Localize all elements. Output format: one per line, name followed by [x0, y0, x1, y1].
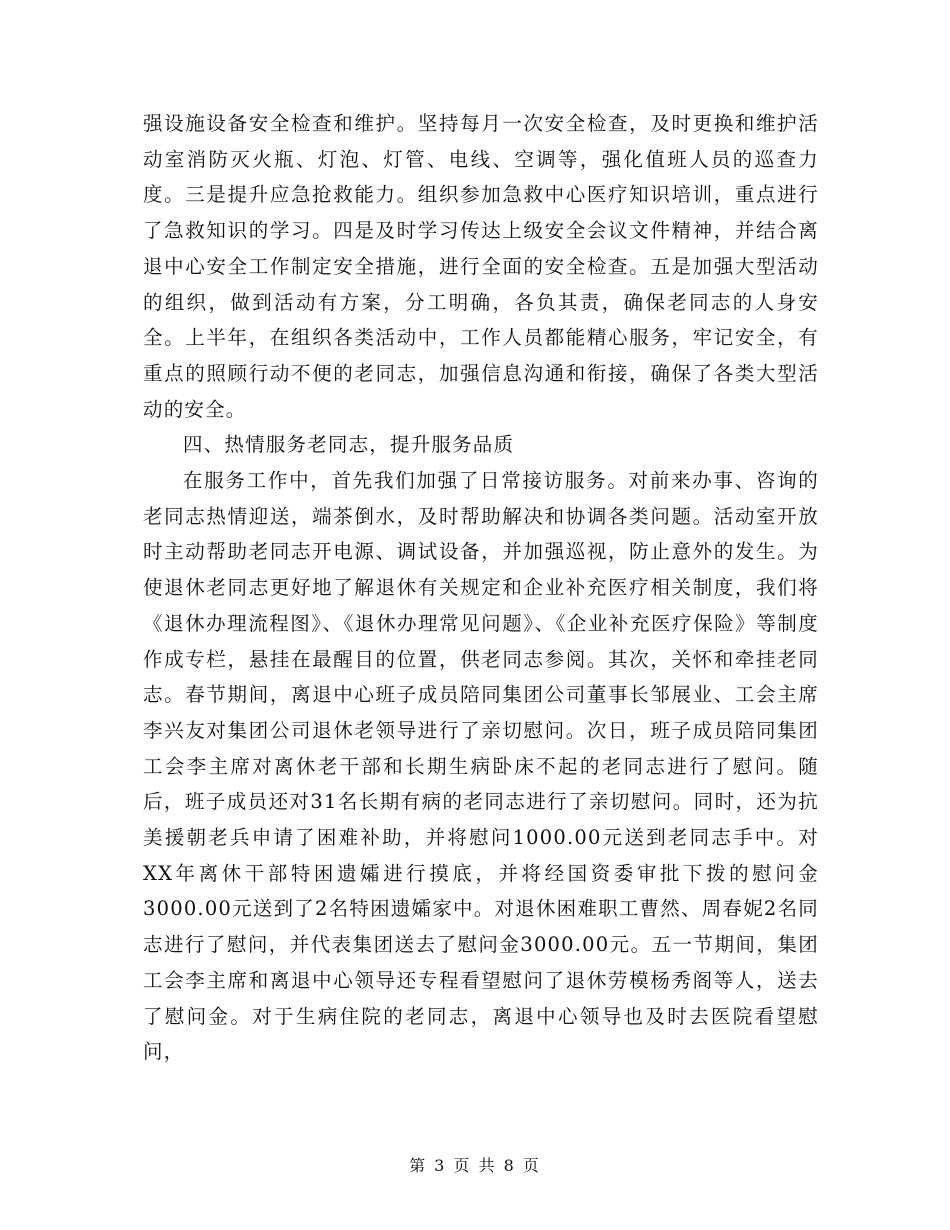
paragraph-safety-measures: 强设施设备安全检查和维护。坚持每月一次安全检查，及时更换和维护活动室消防灭火瓶、灯泡、灯管、电线、空调等，强化值班人员的巡查力度。三是提升应急抢救能力。组织参加急救中心医疗知识培训，重点进行了急救知识的学习。四是及时学习传达上级安全会议文件精神，并结合离退中心安全工作制定安全措施，进行全面的安全检查。五是加强大型活动的组织，做到活动有方案，分工明确，各负其责，确保老同志的人身安全。上半年，在组织各类活动中，工作人员都能精心服务，牢记安全，有重点的照顾行动不便的老同志，加强信息沟通和衔接，确保了各类大型活动的安全。 — [143, 112, 819, 421]
page-number-footer: 第 3 页 共 8 页 — [409, 1156, 541, 1175]
document-body — [143, 106, 819, 1070]
paragraph-service-work: 在服务工作中，首先我们加强了日常接访服务。对前来办事、咨询的老同志热情迎送，端茶倒水，及时帮助解决和协调各类问题。活动室开放时主动帮助老同志开电源、调试设备，并加强巡视，防止意外的发生。为使退休老同志更好地了解退休有关规定和企业补充医疗相关制度，我们将《退休办理流程图》、《退休办理常见问题》、《企业补充医疗保险》等制度作成专栏，悬挂在最醒目的位置，供老同志参阅。其次，关怀和牵挂老同志。春节期间，离退中心班子成员陪同集团公司董事长邹展业、工会主席李兴友对集团公司退休老领导进行了亲切慰问。次日，班子成员陪同集团工会李主席对离休老干部和长期生病卧床不起的老同志进行了慰问。随后，班子成员还对31名长期有病的老同志进行了亲切慰问。同时，还为抗美援朝老兵申请了困难补助，并将慰问1000.00元送到老同志手中。对XX年离休干部特困遗孀进行摸底，并将经国资委审批下拨的慰问金3000.00元送到了2名特困遗孀家中。对退休困难职工曹然、周春妮2名同志进行了慰问，并代表集团送去了慰问金3000.00元。五一节期间，集团工会李主席和离退中心领导还专程看望慰问了退休劳模杨秀阁等人，送去了慰问金。对于生病住院的老同志，离退中心领导也及时去医院看望慰问， — [143, 469, 819, 1064]
section-heading-four: 四、热情服务老同志，提升服务品质 — [183, 433, 515, 457]
